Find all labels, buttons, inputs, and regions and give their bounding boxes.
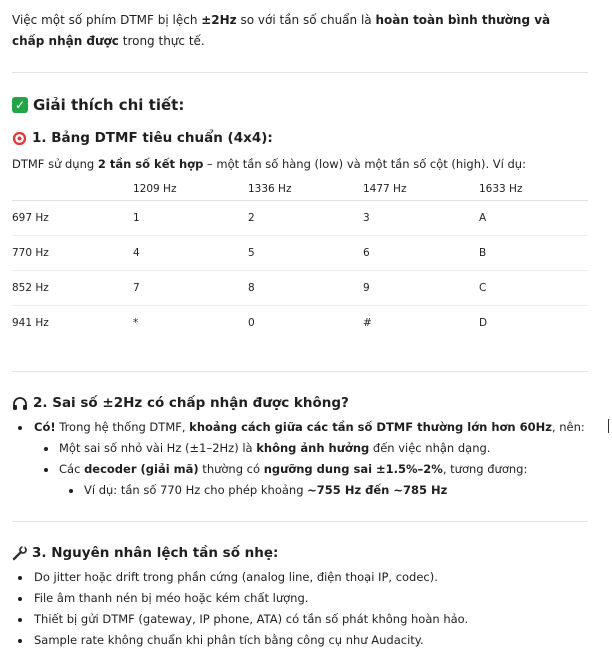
wrench-icon	[12, 546, 27, 561]
bold-text: Có!	[34, 420, 56, 434]
text: thường có	[198, 462, 264, 476]
table-header-cell: 1633 Hz	[479, 183, 523, 195]
dtmf-table	[12, 178, 588, 340]
text: Trong hệ thống DTMF,	[55, 420, 190, 434]
text: , tương đương:	[442, 462, 528, 476]
section2-title-text: 2. Sai số ±2Hz có chấp nhận được không?	[33, 395, 349, 411]
table-cell: D	[479, 317, 488, 329]
text: đến việc nhận dạng.	[369, 441, 491, 455]
table-header-cell: 1477 Hz	[363, 183, 407, 195]
desc-bold: 2 tần số kết hợp	[97, 157, 204, 171]
text: Các	[59, 462, 85, 476]
divider	[12, 371, 588, 372]
table-cell: *	[133, 317, 139, 329]
list-item	[12, 630, 468, 651]
section2-title	[12, 395, 349, 411]
headphones-icon	[12, 396, 28, 411]
table-row	[12, 236, 588, 271]
table-cell: 941 Hz	[12, 317, 49, 329]
text: Sample rate không chuẩn khi phân tích bằng công cụ như Audacity.	[34, 633, 424, 647]
check-mark-icon: ✓	[12, 97, 28, 113]
desc-text-1: DTMF sử dụng	[12, 157, 98, 171]
text: File âm thanh nén bị méo hoặc kém chất lượng.	[34, 591, 309, 605]
section2-list	[12, 417, 585, 501]
text: Ví dụ: tần số 770 Hz cho phép khoảng	[84, 483, 308, 497]
bold-text: không ảnh hưởng	[256, 441, 370, 455]
table-header-cell: 1209 Hz	[133, 183, 177, 195]
intro-bold-1: ±2Hz	[201, 13, 237, 27]
list-item	[12, 609, 468, 630]
text-cursor-icon	[608, 419, 610, 433]
section3-title-text: 3. Nguyên nhân lệch tần số nhẹ:	[32, 545, 279, 561]
table-cell: 6	[363, 247, 370, 259]
list-item	[12, 417, 585, 438]
section3-title	[12, 545, 278, 561]
text: Thiết bị gửi DTMF (gateway, IP phone, ATA) có tần số phát không hoàn hảo.	[34, 612, 469, 626]
table-cell: #	[363, 317, 372, 329]
section1-title-text: 1. Bảng DTMF tiêu chuẩn (4x4):	[32, 130, 273, 146]
list-item	[12, 567, 468, 588]
table-cell: C	[479, 282, 487, 294]
text: Do jitter hoặc drift trong phần cứng (analog line, điện thoại IP, codec).	[34, 570, 438, 584]
table-cell: 0	[248, 317, 255, 329]
bold-text: decoder (giải mã)	[84, 462, 199, 476]
list-item	[12, 480, 585, 501]
table-cell: 5	[248, 247, 255, 259]
table-header-cell: 1336 Hz	[248, 183, 292, 195]
table-cell: 2	[248, 212, 255, 224]
intro-bold-2: hoàn toàn bình thường và chấp nhận được	[12, 13, 551, 48]
bold-text: khoảng cách giữa các tần số DTMF thường lớn hơn 60Hz	[189, 420, 552, 434]
list-item	[12, 438, 585, 459]
intro-text-2: so với tần số chuẩn là	[236, 13, 376, 27]
bold-text: ngưỡng dung sai ±1.5%–2%	[263, 462, 443, 476]
table-cell: 3	[363, 212, 370, 224]
table-cell: 9	[363, 282, 370, 294]
table-row	[12, 306, 588, 340]
table-cell: 770 Hz	[12, 247, 49, 259]
list-item	[12, 459, 585, 480]
divider	[12, 521, 588, 522]
list-item	[12, 588, 468, 609]
section3-list	[12, 567, 468, 651]
table-cell: 4	[133, 247, 140, 259]
table-row	[12, 201, 588, 236]
table-cell: B	[479, 247, 487, 259]
table-cell: A	[479, 212, 487, 224]
intro-paragraph	[12, 10, 582, 52]
table-header-row	[12, 178, 588, 201]
text: , nên:	[551, 420, 585, 434]
intro-text-3: trong thực tế.	[118, 34, 205, 48]
section-heading	[12, 96, 184, 114]
section1-description	[12, 156, 526, 172]
desc-text-2: – một tần số hàng (low) và một tần số cột (high). Ví dụ:	[203, 157, 526, 171]
table-cell: 697 Hz	[12, 212, 49, 224]
bold-text: ~755 Hz đến ~785 Hz	[307, 483, 448, 497]
table-cell: 852 Hz	[12, 282, 49, 294]
text: Một sai số nhỏ vài Hz (±1–2Hz) là	[59, 441, 257, 455]
table-cell: 8	[248, 282, 255, 294]
table-row	[12, 271, 588, 306]
target-icon	[12, 131, 27, 146]
divider	[12, 72, 588, 73]
section1-title	[12, 130, 273, 146]
section-heading-text: Giải thích chi tiết:	[33, 96, 185, 114]
intro-text-1: Việc một số phím DTMF bị lệch	[12, 13, 202, 27]
table-cell: 1	[133, 212, 140, 224]
table-cell: 7	[133, 282, 140, 294]
